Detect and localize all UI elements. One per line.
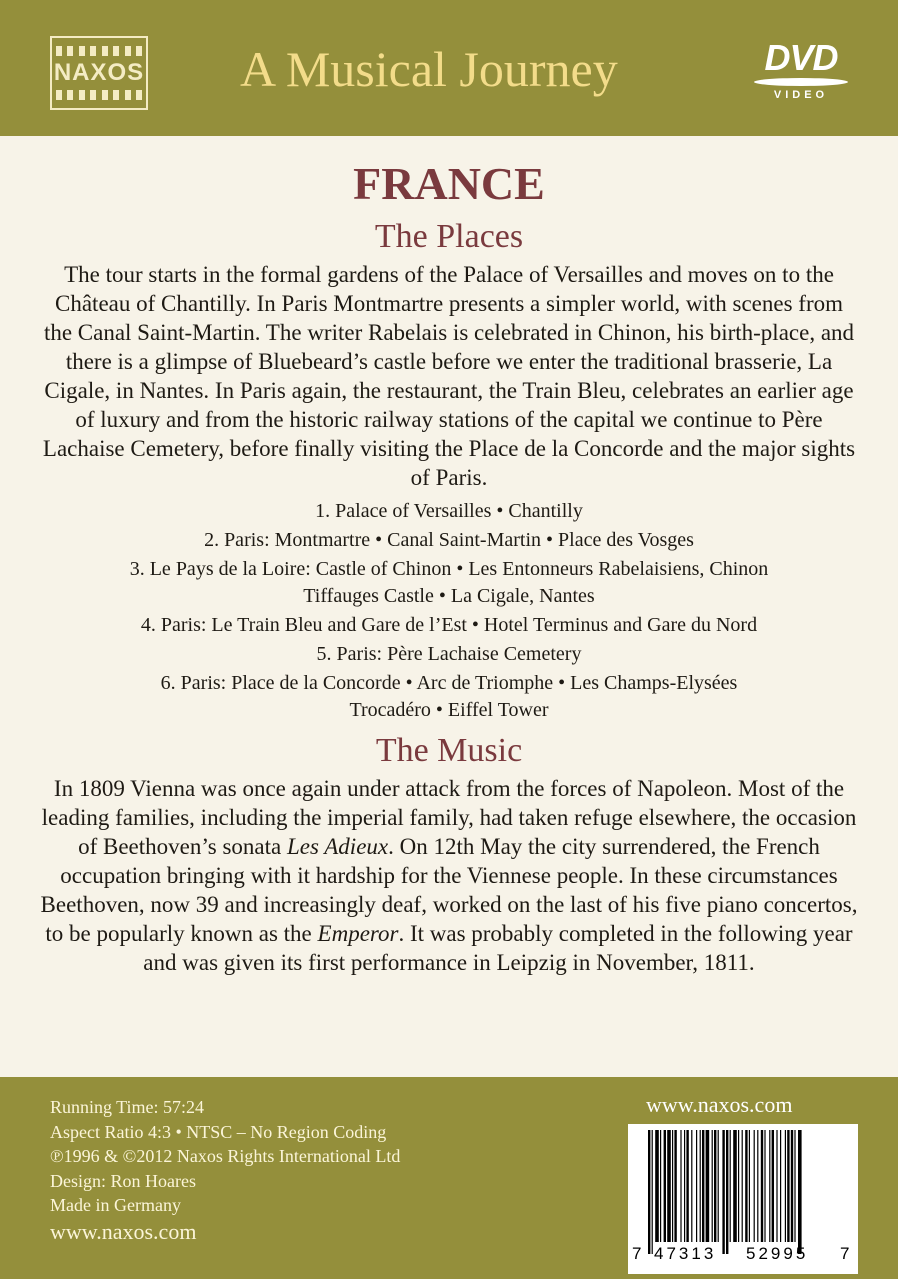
places-description: The tour starts in the formal gardens of the Palace of Versailles and moves on to the Château of Chantilly. In Paris Montmartre presents a simpler world, with scenes from the Canal Saint-Martin. The writer Rabelais is celebrated in Chinon, his birth-place, and there is a glimpse of Bluebeard’s castle before we enter the traditional brasserie, La Cigale, in Nantes. In Paris again, the restaurant, the Train Bleu, celebrates an earlier age of luxury and from the historic railway stations of the capital we continue to Père Lachaise Cemetery, before finally visiting the Place de la Concorde and the major sights of Paris. — [42, 262, 856, 490]
barcode-bar — [667, 1130, 671, 1242]
music-italic-title: Les Adieux — [286, 834, 389, 859]
barcode-bar — [684, 1130, 685, 1242]
website-link[interactable]: www.naxos.com — [646, 1092, 793, 1117]
music-text-part: In 1809 Vienna was once again under attack from the forces of Napoleon. Most of the leading families, including the imperial family, had taken refuge elsewhere, the occasion of Beethoven’s sonata — [41, 776, 857, 859]
barcode-bar — [742, 1130, 743, 1242]
barcode-bar — [738, 1130, 739, 1242]
barcode-digit-last: 7 — [840, 1244, 850, 1263]
barcode-bar — [749, 1130, 750, 1242]
barcode-bar — [691, 1130, 692, 1242]
barcode-bar — [722, 1130, 724, 1254]
places-heading: The Places — [374, 218, 524, 255]
barcode-bar — [714, 1130, 716, 1242]
barcode-bar — [754, 1130, 755, 1242]
barcode-bar — [764, 1130, 765, 1242]
music-text-part: . It was probably completed in the following year and was given its first performance in Leipzig in November, 1811. — [143, 921, 853, 975]
aspect-ratio: Aspect Ratio 4:3 • NTSC – No Region Coding — [50, 1121, 387, 1142]
logo-columns-icon — [56, 46, 142, 56]
video-logo-text: VIDEO — [773, 89, 829, 101]
track-item: Tiffauges Castle • La Cigale, Nantes — [303, 585, 595, 607]
barcode-bar — [664, 1130, 666, 1242]
music-heading: The Music — [375, 732, 523, 769]
dvd-video-logo — [748, 38, 854, 108]
barcode-bar — [730, 1130, 731, 1242]
music-description — [40, 774, 858, 977]
barcode-bar — [787, 1130, 789, 1242]
music-italic-title: Emperor — [317, 921, 399, 946]
barcode-bar — [780, 1130, 781, 1242]
barcode-bar — [660, 1130, 661, 1242]
barcode-bar — [761, 1130, 763, 1242]
made-in: Made in Germany — [50, 1195, 181, 1215]
disc-icon — [754, 78, 848, 86]
barcode-bar — [791, 1130, 793, 1242]
track-item: 2. Paris: Montmartre • Canal Saint-Martin • Place des Vosges — [204, 529, 694, 551]
main-content — [40, 150, 858, 977]
barcode-bar — [706, 1130, 710, 1242]
track-item: Trocadéro • Eiffel Tower — [349, 699, 549, 721]
barcode-bar — [776, 1130, 777, 1242]
barcode-digits-left: 47313 — [654, 1244, 717, 1263]
logo-text: NAXOS — [53, 59, 145, 86]
track-item: 1. Palace of Versailles • Chantilly — [315, 500, 583, 522]
barcode-bar — [794, 1130, 795, 1242]
dvd-logo-text: DVD — [764, 37, 838, 78]
barcode-bar — [648, 1130, 650, 1254]
barcode-digit-first: 7 — [632, 1244, 642, 1263]
country-title: FRANCE — [353, 158, 545, 209]
credits-block — [50, 1095, 400, 1244]
design-credit: Design: Ron Hoares — [50, 1170, 196, 1191]
website-link[interactable]: www.naxos.com — [50, 1218, 197, 1244]
copyright: ℗1996 & ©2012 Naxos Rights International Ltd — [50, 1146, 401, 1166]
barcode-bar — [652, 1130, 653, 1254]
logo-columns-icon — [56, 90, 142, 100]
barcode-bar — [700, 1130, 701, 1242]
barcode-bar — [674, 1130, 676, 1242]
track-item: 3. Le Pays de la Loire: Castle of Chinon • Les Entonneurs Rabelaisiens, Chinon — [129, 558, 769, 580]
barcode-bar — [769, 1130, 770, 1242]
barcode-bar — [757, 1130, 758, 1242]
barcode-bar — [798, 1130, 802, 1254]
barcode-bar — [680, 1130, 681, 1242]
series-title: A Musical Journey — [240, 41, 618, 97]
barcode-bar — [726, 1130, 728, 1254]
track-item: 4. Paris: Le Train Bleu and Gare de l’Est • Hotel Terminus and Gare du Nord — [140, 614, 758, 636]
barcode-bar — [686, 1130, 688, 1242]
music-text-part: . On 12th May the city surrendered, the French occupation bringing with it hardship for the Viennese people. In these circumstances Beethoven, now 39 and increasingly deaf, worked on the last of his five piano concertos, to be popularly known as the — [40, 834, 858, 946]
barcode-bar — [702, 1130, 704, 1242]
barcode-bar — [712, 1130, 713, 1242]
track-list — [40, 498, 858, 724]
barcode-bar — [772, 1130, 774, 1242]
barcode — [628, 1124, 858, 1274]
barcode-bar — [745, 1130, 747, 1242]
barcode-bar — [655, 1130, 659, 1242]
track-item: 5. Paris: Père Lachaise Cemetery — [316, 643, 582, 665]
barcode-bar — [785, 1130, 786, 1242]
track-item: 6. Paris: Place de la Concorde • Arc de Triomphe • Les Champs-Elysées — [160, 672, 738, 694]
running-time: Running Time: 57:24 — [50, 1097, 205, 1117]
barcode-bar — [733, 1130, 737, 1242]
barcode-bar — [696, 1130, 697, 1242]
naxos-logo — [50, 36, 148, 110]
barcode-bar — [672, 1130, 673, 1242]
barcode-digits-right: 52995 — [746, 1244, 809, 1263]
barcode-bar — [718, 1130, 719, 1242]
